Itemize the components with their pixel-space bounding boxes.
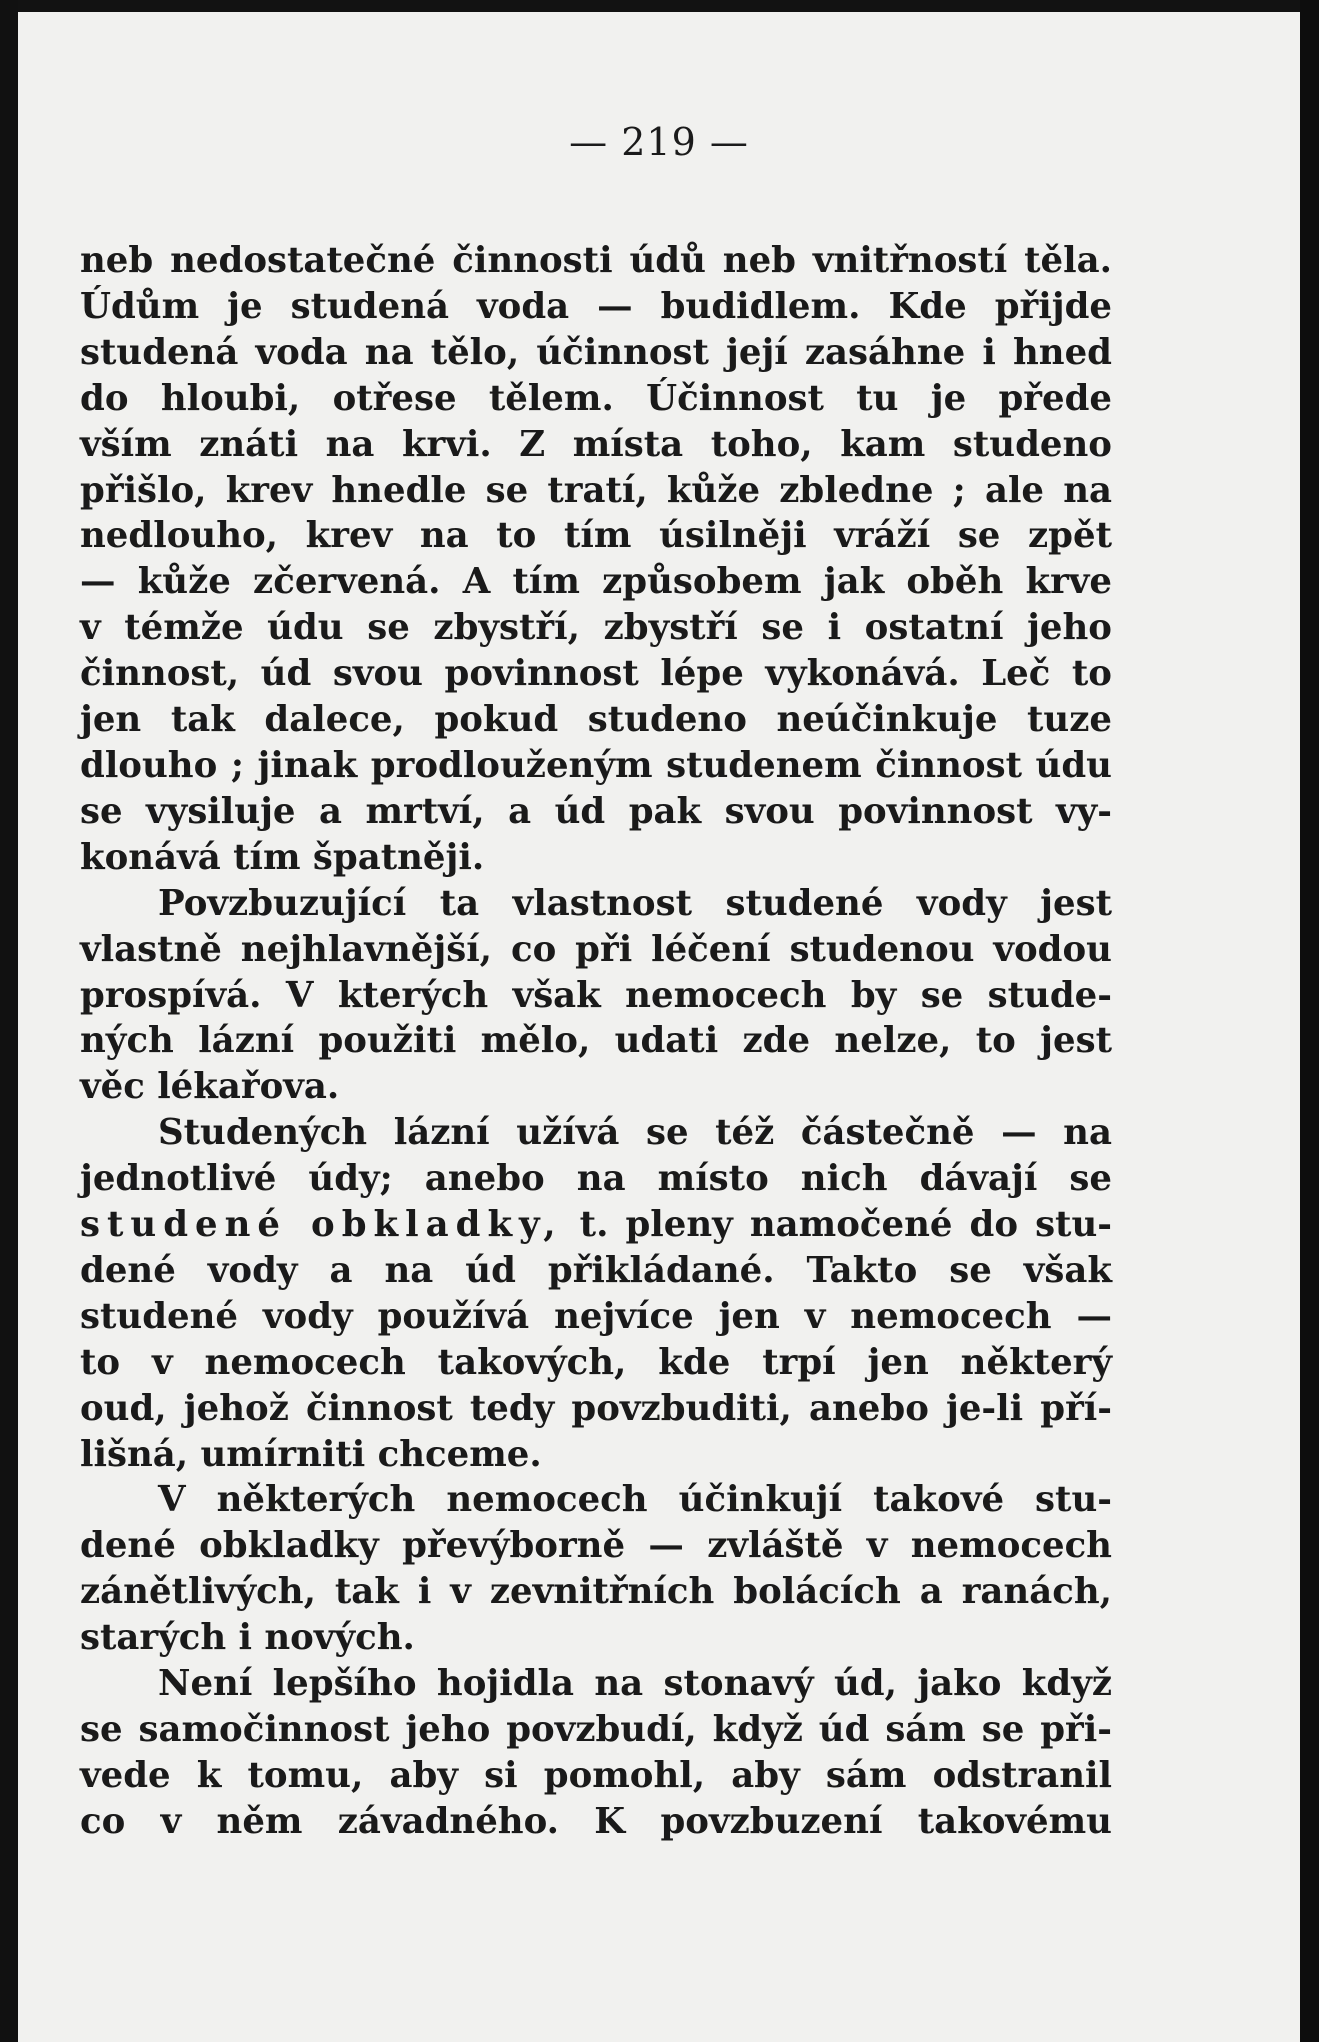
text-line: V některých nemocech účinkují takové stu- — [158, 1479, 1112, 1521]
text-line: v témže údu se zbystří, zbystří se i ostatní jeho — [80, 607, 1112, 649]
text-line: — kůže zčervená. A tím způsobem jak oběh krve — [80, 561, 1112, 603]
scan-right-edge — [1300, 0, 1319, 2042]
text-lines — [80, 238, 1112, 1845]
text-line: Povzbuzující ta vlastnost studené vody jest — [158, 882, 1112, 924]
text-line: věc lékařova. — [80, 1066, 340, 1108]
spaced-emphasis: studené obkladky, — [80, 1204, 563, 1246]
text-line: Studených lázní užívá se též částečně — na — [158, 1112, 1112, 1154]
text-line: neb nedostatečné činnosti údů neb vnitřností těla. — [80, 240, 1112, 281]
text-line: zánětlivých, tak i v zevnitřních bolácích a ranách, — [80, 1571, 1112, 1613]
text-line: Údům je studená voda — budidlem. Kde přijde — [80, 285, 1112, 327]
text-line: dené obkladky převýborně — zvláště v nemocech — [80, 1525, 1112, 1567]
text-line: co v něm závadného. K povzbuzení takovému — [80, 1800, 1112, 1842]
body-text — [80, 238, 1112, 1845]
text-line: prospívá. V kterých však nemocech by se stude- — [80, 974, 1112, 1016]
text-line: nedlouho, krev na to tím úsilněji vráží se zpět — [80, 515, 1112, 557]
text-line: do hloubi, otřese tělem. Účinnost tu je přede — [80, 377, 1112, 419]
text-line: oud, jehož činnost tedy povzbuditi, anebo je-li pří- — [80, 1387, 1112, 1429]
text-line: dené vody a na úd přikládané. Takto se však — [80, 1249, 1112, 1291]
text-line: se samočinnost jeho povzbudí, když úd sám se při- — [80, 1709, 1112, 1750]
text-line: starých i nových. — [80, 1617, 415, 1659]
text-line: studené obkladky, t. pleny namočené do stu- — [80, 1204, 1113, 1246]
text-line: vede k tomu, aby si pomohl, aby sám odstranil — [80, 1754, 1112, 1796]
book-page — [18, 12, 1300, 2042]
text-line: dlouho ; jinak prodlouženým studenem činnost údu — [80, 744, 1112, 786]
text-line: přišlo, krev hnedle se tratí, kůže zbledne ; ale na — [80, 469, 1112, 511]
text-line: jednotlivé údy; anebo na místo nich dávají se — [80, 1158, 1112, 1200]
text-line: jen tak dalece, pokud studeno neúčinkuje tuze — [80, 699, 1112, 741]
scan-left-edge — [0, 0, 18, 2042]
text-line: to v nemocech takových, kde trpí jen některý — [80, 1341, 1112, 1383]
text-line: vlastně nejhlavnější, co při léčení studenou vodou — [80, 928, 1112, 970]
text-line: se vysiluje a mrtví, a úd pak svou povinnost vy- — [80, 790, 1112, 832]
text-line: studená voda na tělo, účinnost její zasáhne i hned — [80, 331, 1112, 373]
text-line: Není lepšího hojidla na stonavý úd, jako když — [158, 1663, 1112, 1705]
text-line: konává tím špatněji. — [80, 836, 485, 878]
page-number: — 219 — — [569, 120, 749, 164]
text-line: ných lázní použiti mělo, udati zde nelze, to jest — [80, 1020, 1112, 1062]
text-line: lišná, umírniti chceme. — [80, 1433, 542, 1475]
text-line: studené vody používá nejvíce jen v nemocech — — [80, 1295, 1112, 1337]
text-line: činnost, úd svou povinnost lépe vykonává. Leč to — [80, 653, 1112, 695]
text-line: vším znáti na krvi. Z místa toho, kam studeno — [80, 423, 1112, 465]
scan-top-edge — [0, 0, 1319, 12]
